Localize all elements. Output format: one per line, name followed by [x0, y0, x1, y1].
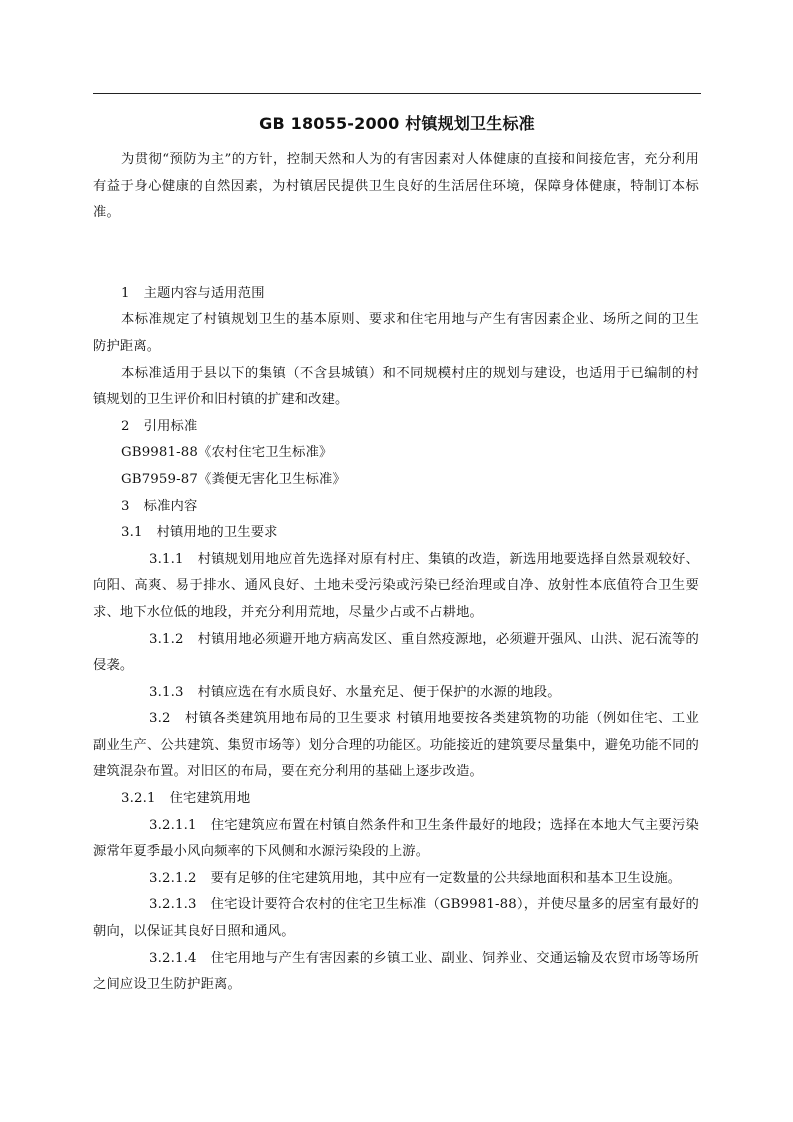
section-3-1-heading	[93, 520, 699, 547]
clause-3-1-2	[93, 627, 699, 680]
header-rule	[93, 93, 701, 94]
clause-number: 3.2.1.3	[149, 897, 197, 913]
clause-3-2	[93, 706, 699, 786]
reference-item: GB9981-88《农村住宅卫生标准》	[121, 445, 333, 461]
clause-3-2-1-3	[93, 892, 699, 945]
section-3-2-1-heading	[93, 786, 699, 813]
clause-text: 住宅建筑应布置在村镇自然条件和卫生条件最好的地段；选择在本地大气主要污染源常年夏季最小风向频率的下风侧和水源污染段的上游。	[93, 817, 699, 860]
section-title: 标准内容	[143, 498, 198, 514]
section-1-paragraph-2: 本标准适用于县以下的集镇（不含县城镇）和不同规模村庄的规划与建设，也适用于已编制的村镇规划的卫生评价和旧村镇的扩建和改建。	[93, 365, 699, 408]
document-title: GB 18055-2000 村镇规划卫生标准	[259, 114, 535, 133]
clause-3-2-1-2	[93, 866, 699, 893]
clause-number: 3.1.1	[149, 551, 184, 567]
clause-number: 3.1.2	[149, 631, 184, 647]
clause-3-1-1	[93, 547, 699, 627]
section-number: 3.2.1	[121, 791, 156, 807]
clause-number: 3.1.3	[149, 684, 184, 700]
clause-text: 村镇各类建筑用地布局的卫生要求 村镇用地要按各类建筑物的功能（例如住宅、工业副业生产、公共建筑、集贸市场等）划分合理的功能区。功能接近的建筑要尽量集中，避免功能不同的建筑混杂布置。对旧区的布局，要在充分利用的基础上逐步改造。	[93, 711, 699, 780]
section-number: 1	[121, 285, 130, 301]
intro-paragraph: 为贯彻“预防为主”的方针，控制天然和人为的有害因素对人体健康的直接和间接危害，充分利用有益于身心健康的自然因素，为村镇居民提供卫生良好的生活居住环境，保障身体健康，特制订本标准。	[93, 152, 699, 221]
section-title: 引用标准	[143, 418, 198, 434]
clause-number: 3.2.1.1	[149, 817, 197, 833]
section-1-paragraph-1: 本标准规定了村镇规划卫生的基本原则、要求和住宅用地与产生有害因素企业、场所之间的卫生防护距离。	[93, 312, 699, 354]
clause-text: 住宅用地与产生有害因素的乡镇工业、副业、饲养业、交通运输及农贸市场等场所之间应设卫生防护距离。	[93, 950, 699, 993]
section-title: 住宅建筑用地	[169, 791, 251, 807]
clause-text: 村镇规划用地应首先选择对原有村庄、集镇的改造，新选用地要选择自然景观较好、向阳、高爽、易于排水、通风良好、土地未受污染或污染已经治理或自净、放射性本底值符合卫生要求、地下水位低的地段，并充分利用荒地，尽量少占或不占耕地。	[93, 551, 699, 620]
section-number: 2	[121, 418, 130, 434]
section-number: 3	[121, 498, 130, 514]
clause-number: 3.2.1.2	[149, 870, 197, 886]
reference-item: GB7959-87《粪便无害化卫生标准》	[121, 471, 346, 487]
section-1-heading	[93, 281, 699, 308]
section-3-heading	[93, 494, 699, 521]
clause-number: 3.2	[149, 711, 171, 727]
clause-text: 村镇用地必须避开地方病高发区、重自然疫源地，必须避开强风、山洪、泥石流等的侵袭。	[93, 631, 699, 674]
clause-3-2-1-4	[93, 946, 699, 999]
clause-text: 要有足够的住宅建筑用地，其中应有一定数量的公共绿地面积和基本卫生设施。	[210, 870, 682, 886]
section-2-heading	[93, 414, 699, 441]
clause-text: 村镇应选在有水质良好、水量充足、便于保护的水源的地段。	[197, 684, 561, 700]
section-number: 3.1	[121, 525, 143, 541]
clause-number: 3.2.1.4	[149, 950, 197, 966]
section-title: 村镇用地的卫生要求	[156, 525, 278, 541]
clause-text: 住宅设计要符合农村的住宅卫生标准（GB9981-88），并使尽量多的居室有最好的朝向，以保证其良好日照和通风。	[93, 897, 699, 940]
clause-3-1-3	[93, 680, 699, 707]
clause-3-2-1-1	[93, 813, 699, 866]
section-title: 主题内容与适用范围	[143, 285, 265, 301]
document-body	[93, 147, 699, 999]
